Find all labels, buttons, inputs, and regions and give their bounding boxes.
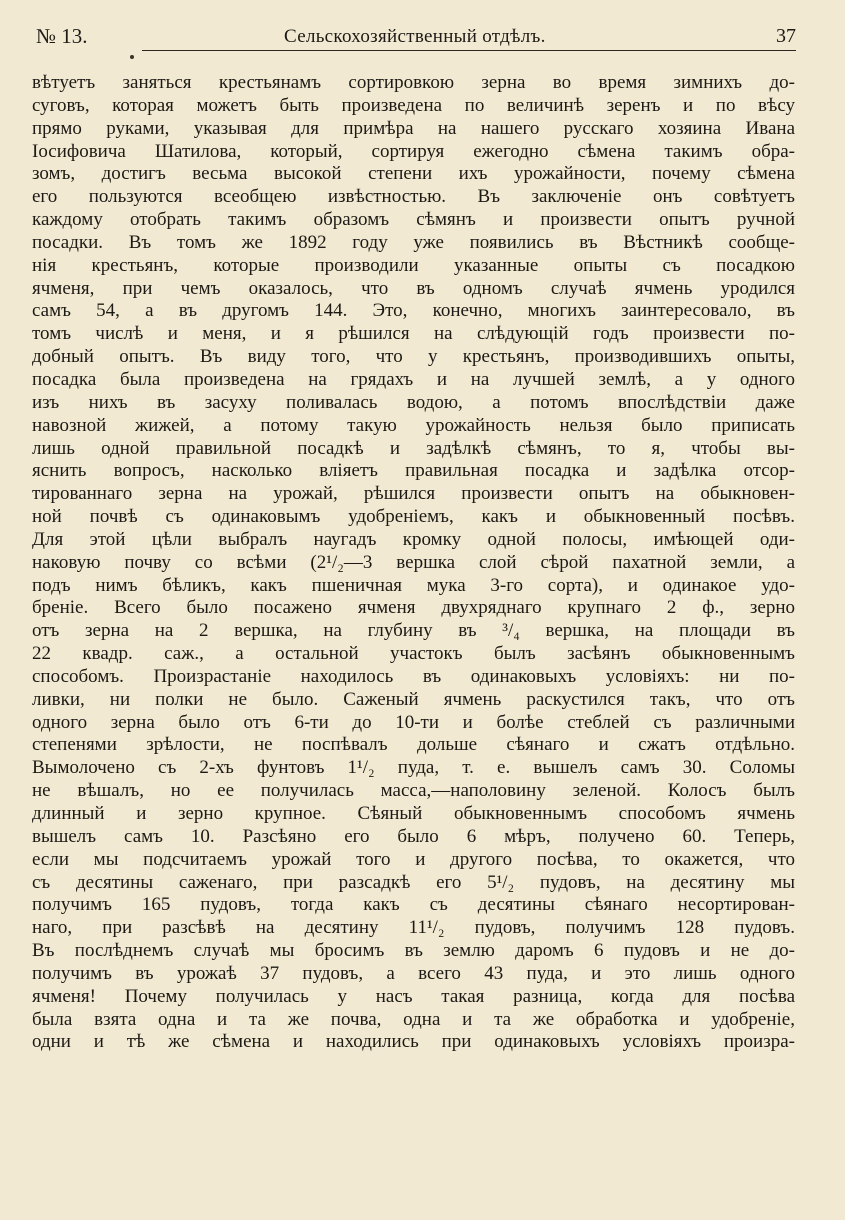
text-line: его пользуются всеобщею извѣстностью. Въ заключеніе онъ совѣтуетъ [32, 186, 795, 208]
text-line: была взята одна и та же почва, одна и та же обработка и удобреніе, [32, 1008, 795, 1030]
text-line: вѣтуетъ заняться крестьянамъ сортировкою зерна во время зимнихъ до- [32, 72, 795, 93]
page-header [36, 24, 796, 50]
text-line: ячменя, при чемъ оказалось, что въ одномъ случаѣ ячмень уродился [32, 277, 795, 299]
text-line: зомъ, достигъ весьма высокой степени ихъ урожайности, почему сѣмена [32, 163, 795, 185]
text-line: ячменя! Почему получилась у насъ такая разница, когда для посѣва [32, 985, 795, 1007]
text-line: томъ числѣ и меня, и я рѣшился на слѣдующій годъ произвести по- [32, 323, 795, 345]
text-line: тированнаго зерна на урожай, рѣшился произвести опытъ на обыкновен- [32, 483, 795, 505]
text-line: изъ нихъ въ засуху поливалась водою, а потомъ впослѣдствіи даже [32, 391, 795, 413]
text-line: способомъ. Произрастаніе находилось въ одинаковыхъ условіяхъ: ни по- [32, 665, 795, 687]
text-line: посадка была произведена на грядахъ и на лучшей землѣ, а у одного [32, 368, 795, 390]
text-line: яснить вопросъ, насколько вліяетъ правильная посадка и задѣлка отсор- [32, 460, 795, 482]
section-title: Сельскохозяйственный отдѣлъ. [284, 26, 546, 47]
text-line: навозной жижей, а потому такую урожайность нельзя было приписать [32, 414, 795, 436]
page-number: 37 [776, 25, 796, 47]
text-line: получимъ въ урожаѣ 37 пудовъ, а всего 43 пуда, и это лишь одного [32, 962, 795, 984]
text-line: не вѣшалъ, но ее получилась масса,—наполовину зеленой. Колосъ былъ [32, 780, 795, 802]
text-line: одни и тѣ же сѣмена и находились при одинаковыхъ условіяхъ произра- [32, 1031, 795, 1053]
text-line: наго, при разсѣвѣ на десятину 11¹/₂ пудовъ, получимъ 128 пудовъ. [32, 917, 795, 939]
text-line: получимъ 165 пудовъ, тогда какъ съ десятины сѣянаго несортирован- [32, 894, 795, 916]
text-line: каждому отобрать такимъ образомъ сѣмянъ и произвести опытъ ручной [32, 209, 795, 231]
text-line: вышелъ самъ 10. Разсѣяно его было 6 мѣръ, получено 60. Теперь, [32, 825, 795, 847]
text-line: ливки, ни полки не было. Саженый ячмень раскустился такъ, что отъ [32, 688, 795, 710]
text-line: добный опытъ. Въ виду того, что у крестьянъ, производившихъ опыты, [32, 346, 795, 368]
text-line: если мы подсчитаемъ урожай того и другого посѣва, то окажется, что [32, 848, 795, 870]
article-text [32, 72, 795, 1054]
text-line: посадки. Въ томъ же 1892 году уже появились въ Вѣстникѣ сообще- [32, 231, 795, 253]
text-line: прямо руками, указывая для примѣра на нашего русскаго хозяина Ивана [32, 117, 795, 139]
text-line: длинный и зерно крупное. Сѣяный обыкновеннымъ способомъ ячмень [32, 803, 795, 824]
text-line: наковую почву со всѣми (2¹/₂—3 вершка слой сѣрой пахатной земли, а [32, 551, 795, 573]
print-speck [130, 55, 134, 59]
text-line: Іосифовича Шатилова, который, сортируя ежегодно сѣмена такимъ обра- [32, 140, 795, 162]
header-rule [142, 50, 796, 51]
text-line: Вымолочено съ 2-хъ фунтовъ 1¹/₂ пуда, т. е. вышелъ самъ 30. Соломы [32, 757, 795, 779]
text-line: степенями зрѣлости, не поспѣвалъ дольше сѣянаго и сжатъ отдѣльно. [32, 734, 795, 756]
text-line: ной почвѣ съ одинаковымъ удобреніемъ, какъ и обыкновенный посѣвъ. [32, 506, 795, 528]
text-line: суговъ, которая можетъ быть произведена по величинѣ зеренъ и по вѣсу [32, 94, 795, 116]
text-line: 22 квадр. саж., а остальной участокъ былъ засѣянъ обыкновеннымъ [32, 643, 795, 665]
text-line: нія крестьянъ, которые производили указанные опыты съ посадкою [32, 254, 795, 276]
text-line: лишь одной правильной посадкѣ и задѣлкѣ сѣмянъ, то я, чтобы вы- [32, 437, 795, 459]
text-line: самъ 54, а въ другомъ 144. Это, конечно, многихъ заинтересовало, въ [32, 300, 795, 322]
text-line: Для этой цѣли выбралъ наугадъ кромку одной полосы, имѣющей оди- [32, 528, 795, 550]
issue-number: № 13. [36, 24, 88, 48]
text-line: съ десятины саженаго, при разсадкѣ его 5¹/₂ пудовъ, на десятину мы [32, 871, 795, 893]
text-line: одного зерна было отъ 6-ти до 10-ти и болѣе стеблей съ различными [32, 711, 795, 733]
text-line: бреніе. Всего было посажено ячменя двухряднаго крупнаго 2 ф., зерно [32, 597, 795, 619]
text-line: подъ нимъ бѣликъ, какъ пшеничная мука 3-го сорта), и одинакое удо- [32, 574, 795, 596]
text-line: отъ зерна на 2 вершка, на глубину въ ³/₄ вершка, на площади въ [32, 620, 795, 642]
text-line: Въ послѣднемъ случаѣ мы бросимъ въ землю даромъ 6 пудовъ и не до- [32, 940, 795, 962]
